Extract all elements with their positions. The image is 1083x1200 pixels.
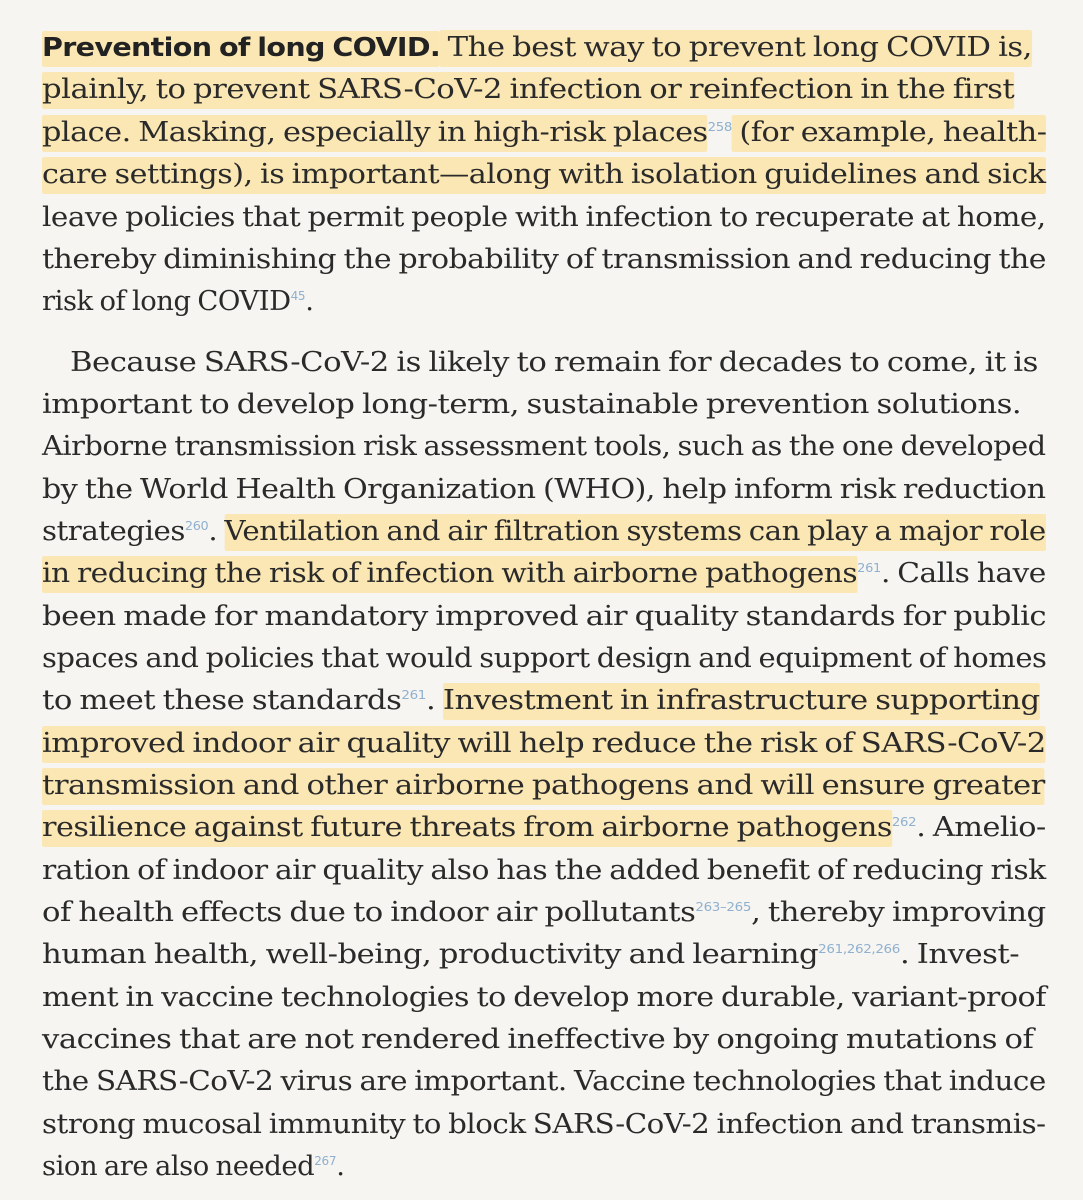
citation-ref[interactable]: 263–265 xyxy=(695,900,752,914)
citation-ref[interactable]: 261 xyxy=(401,688,427,702)
text-line xyxy=(42,597,1046,637)
text-line xyxy=(42,113,1046,153)
highlighted-text: Investment in infrastructure supporting xyxy=(443,683,1040,720)
text-line xyxy=(42,935,1019,975)
highlighted-text: in reducing the risk of infection with airborne pathogens xyxy=(42,556,857,593)
body-text: ment in vaccine technologies to develop more durable, variant-proof xyxy=(42,982,1046,1013)
highlighted-text: improved indoor air quality will help reduce the risk of SARS-CoV-2 xyxy=(42,726,1046,763)
body-text: ration of indoor air quality also has the added benefit of reducing risk xyxy=(42,855,1046,886)
text-line xyxy=(42,808,1046,848)
body-text: . xyxy=(208,516,225,547)
citation-ref[interactable]: 267 xyxy=(314,1154,337,1168)
highlighted-text: place. Masking, especially in high-risk places xyxy=(42,115,708,152)
text-line xyxy=(42,681,1040,721)
highlighted-text: (for example, health- xyxy=(732,115,1047,152)
body-text: the SARS-CoV-2 virus are important. Vaccine technologies that induce xyxy=(42,1066,1046,1097)
body-text: been made for mandatory improved air quality standards for public xyxy=(42,601,1047,632)
text-line xyxy=(42,155,1046,195)
text-line xyxy=(42,470,1046,510)
highlighted-text: plainly, to prevent SARS-CoV-2 infection or reinfection in the first xyxy=(42,72,1014,109)
body-text: to meet these standards xyxy=(42,685,402,716)
text-line xyxy=(42,240,1046,280)
highlighted-text: Ventilation and air filtration systems can play a major role xyxy=(224,514,1045,551)
text-line xyxy=(42,1105,1046,1145)
text-line xyxy=(42,1020,1033,1060)
text-line xyxy=(42,1147,344,1187)
body-text: , thereby improving xyxy=(751,897,1046,928)
body-text: . xyxy=(336,1151,345,1182)
body-text: strong mucosal immunity to block SARS-CoV-2 infection and transmis- xyxy=(42,1109,1046,1140)
highlighted-text: care settings), is important—along with isolation guidelines and sick xyxy=(42,157,1046,194)
highlighted-text: resilience against future threats from airborne pathogens xyxy=(42,810,892,847)
body-text: vaccines that are not rendered ineffective by ongoing mutations of xyxy=(42,1024,1034,1055)
body-text: . Invest- xyxy=(899,939,1020,970)
body-text: sion are also needed xyxy=(42,1151,315,1182)
text-line xyxy=(42,1062,1046,1102)
body-text: Airborne transmission risk assessment tools, such as the one developed xyxy=(42,431,1046,462)
text-line xyxy=(42,512,1046,552)
body-text: of health effects due to indoor air pollutants xyxy=(42,897,696,928)
highlighted-text: transmission and other airborne pathogens and will ensure greater xyxy=(42,768,1045,805)
text-line xyxy=(42,978,1046,1018)
text-line xyxy=(42,385,1021,425)
body-text: leave policies that permit people with infection to recuperate at home, xyxy=(42,202,1046,233)
text-line xyxy=(42,427,1046,467)
body-text: spaces and policies that would support design and equipment of homes xyxy=(42,643,1047,674)
citation-ref[interactable]: 260 xyxy=(184,519,209,533)
text-line xyxy=(42,198,1046,238)
text-line xyxy=(42,639,1046,679)
body-text: important to develop long-term, sustainable prevention solutions. xyxy=(42,389,1022,420)
citation-ref[interactable]: 258 xyxy=(707,120,732,134)
body-text: thereby diminishing the probability of transmission and reducing the xyxy=(42,244,1047,275)
text-line xyxy=(42,766,1045,806)
text-line xyxy=(42,554,1046,594)
citation-ref[interactable]: 261,262,266 xyxy=(818,942,900,956)
highlighted-text: The best way to prevent long COVID is, xyxy=(440,30,1032,67)
body-text: . Amelio- xyxy=(916,812,1046,843)
text-line xyxy=(42,70,1014,110)
body-text: risk of long COVID xyxy=(42,286,291,317)
text-line xyxy=(70,343,1038,383)
section-heading: Prevention of long COVID. xyxy=(42,31,440,67)
text-line xyxy=(42,282,314,322)
body-text: human health, well-being, productivity and learning xyxy=(42,939,819,970)
text-line xyxy=(42,893,1046,933)
body-text: . xyxy=(305,286,314,317)
body-text: strategies xyxy=(42,516,185,547)
body-text: . Calls have xyxy=(880,558,1046,589)
citation-ref[interactable]: 261 xyxy=(857,561,881,575)
body-text: by the World Health Organization (WHO), help inform risk reduction xyxy=(42,474,1046,505)
text-line xyxy=(42,724,1046,764)
text-line xyxy=(42,28,1032,68)
body-text: . xyxy=(426,685,443,716)
text-line xyxy=(42,851,1046,891)
citation-ref[interactable]: 262 xyxy=(891,815,917,829)
citation-ref[interactable]: 45 xyxy=(290,289,306,303)
body-text: Because SARS-CoV-2 is likely to remain for decades to come, it is xyxy=(70,347,1038,378)
